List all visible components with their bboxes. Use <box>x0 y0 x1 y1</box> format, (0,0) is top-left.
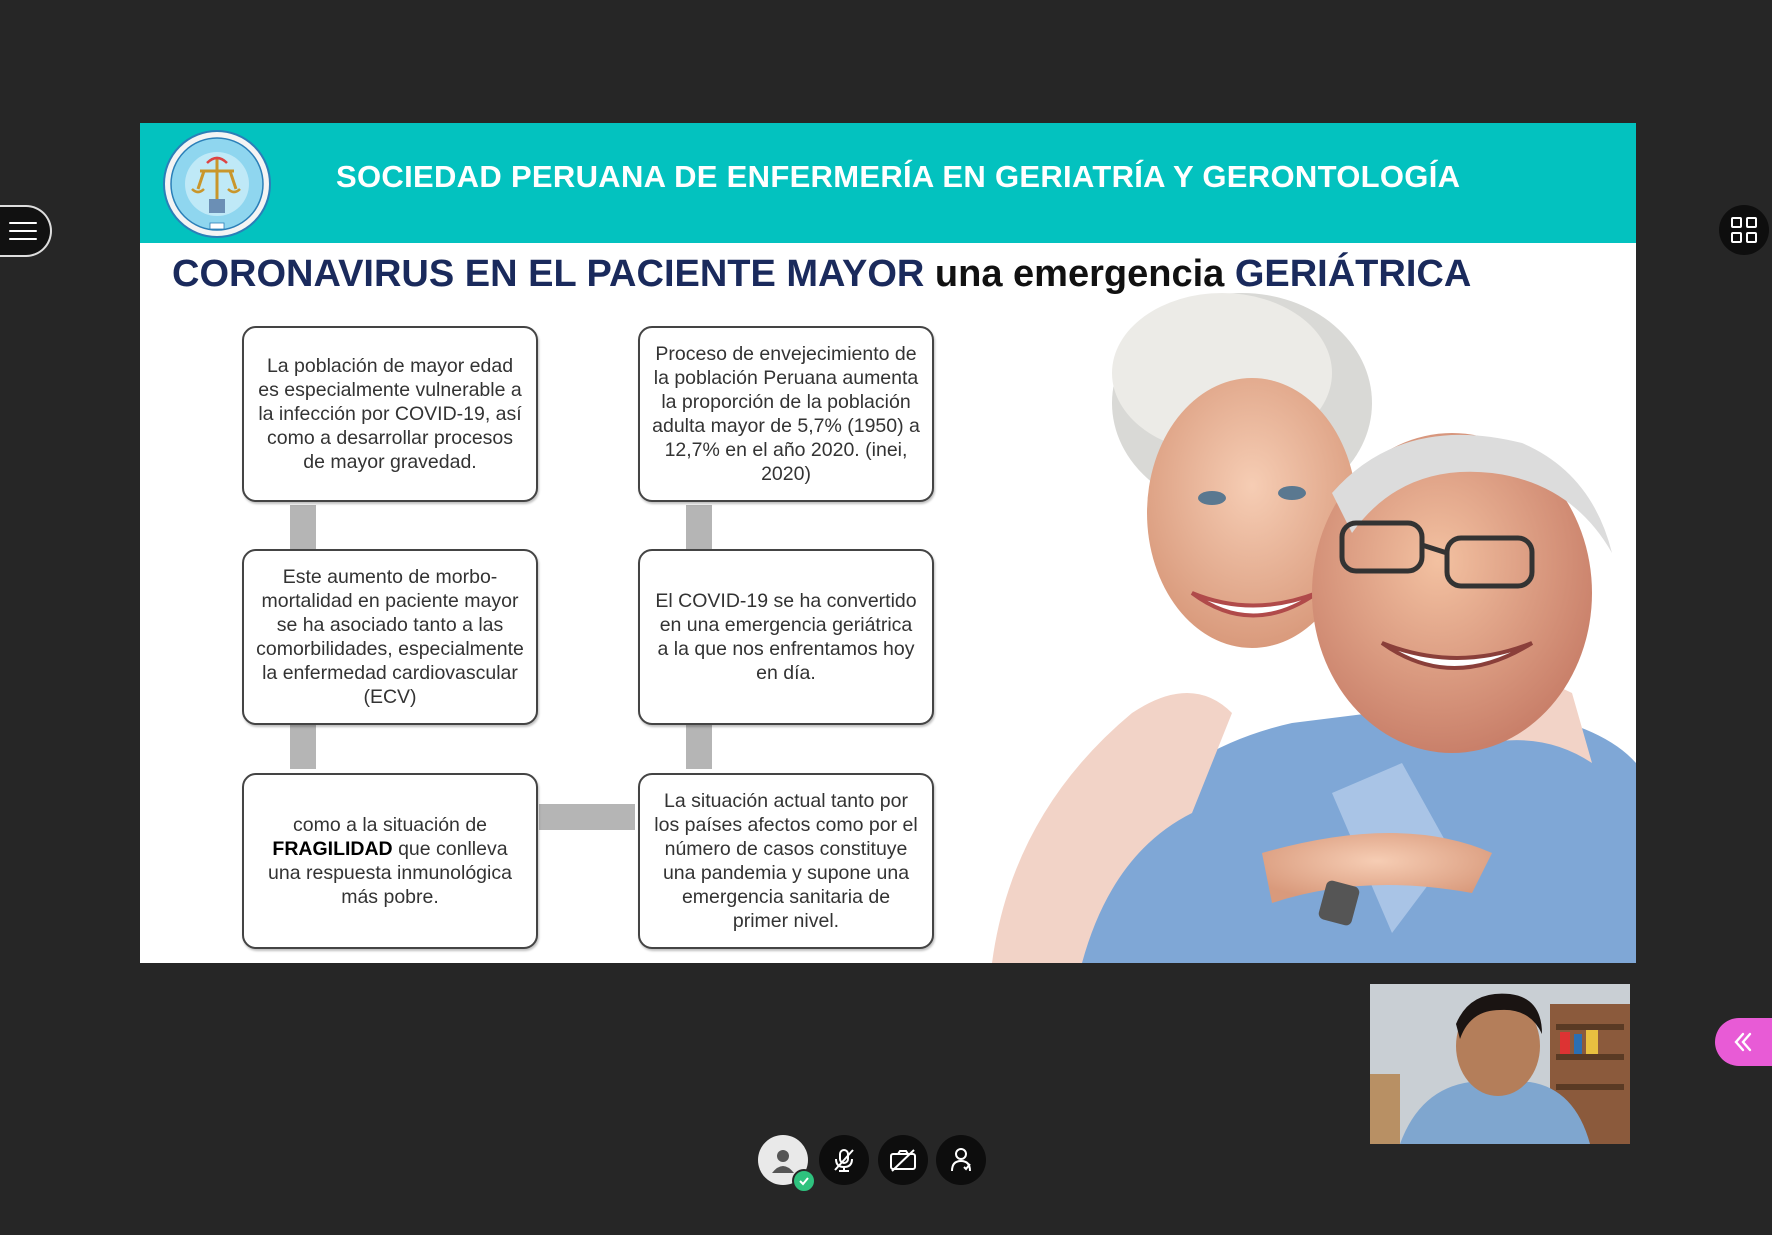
info-box-comorbidities <box>242 549 538 725</box>
status-badge <box>792 1169 816 1193</box>
connector-bottom-row <box>539 804 635 830</box>
fragility-text-post: que conlleva una respuesta inmunológica más pobre. <box>268 838 512 908</box>
layout-toggle-button[interactable] <box>1719 205 1769 255</box>
info-box-fragility <box>242 773 538 949</box>
camera-off-icon <box>888 1146 918 1174</box>
participants-button[interactable] <box>936 1135 986 1185</box>
info-box-text: El COVID-19 se ha convertido en una emergencia geriátrica a la que nos enfrentamos hoy en día. <box>655 590 917 684</box>
chevron-double-left-icon <box>1731 1030 1755 1054</box>
mic-off-icon <box>830 1146 858 1174</box>
connector-right-top <box>686 505 712 549</box>
camera-toggle-button[interactable] <box>878 1135 928 1185</box>
info-box-pandemic <box>638 773 934 949</box>
info-box-text: Este aumento de morbo-mortalidad en paciente mayor se ha asociado tanto a las comorbilidades, especialmente la enfermedad cardiovascular (ECV) <box>256 566 524 708</box>
fragility-keyword: FRAGILIDAD <box>272 838 393 860</box>
fragility-text-pre: como a la situación de <box>292 814 488 836</box>
connector-left-top <box>290 505 316 549</box>
participants-icon <box>946 1145 976 1175</box>
slide-title <box>172 253 1471 296</box>
info-box-text: La población de mayor edad es especialmente vulnerable a la infección por COVID-19, así como a desarrollar procesos de mayor gravedad. <box>258 355 522 473</box>
check-icon <box>798 1175 810 1187</box>
expand-panel-button[interactable] <box>1715 1018 1772 1066</box>
user-avatar-button[interactable] <box>758 1135 808 1185</box>
slide-title-part3: GERIÁTRICA <box>1234 253 1472 295</box>
sidebar-menu-button[interactable] <box>0 205 52 257</box>
elderly-couple-photo <box>932 293 1636 963</box>
slide-title-part1: CORONAVIRUS EN EL PACIENTE MAYOR <box>172 253 925 295</box>
connector-right-bottom <box>686 725 712 769</box>
participant-video-tile[interactable] <box>1370 984 1630 1144</box>
hamburger-icon <box>9 222 37 240</box>
avatar-icon <box>768 1145 798 1175</box>
connector-left-bottom <box>290 725 316 769</box>
info-box-vulnerability <box>242 326 538 502</box>
info-box-text: La situación actual tanto por los países afectos como por el número de casos constituye una pandemia y supone una emergencia sanitaria de primer nivel. <box>654 790 918 932</box>
society-logo <box>162 129 272 239</box>
info-box-aging-population <box>638 326 934 502</box>
slide-header-title: SOCIEDAD PERUANA DE ENFERMERÍA EN GERIATRÍA Y GERONTOLOGÍA <box>336 159 1461 194</box>
slide-header <box>140 123 1636 243</box>
info-box-text: Proceso de envejecimiento de la población Peruana aumenta la proporción de la población adulta mayor de 5,7% (1950) a 12,7% en el año 2020. (inei, 2020) <box>652 343 920 485</box>
info-box-geriatric-emergency <box>638 549 934 725</box>
info-box-text <box>256 813 524 909</box>
slide-title-part2: una emergencia <box>934 253 1225 295</box>
participant-video-feed <box>1370 984 1630 1144</box>
grid-icon <box>1731 217 1757 243</box>
mic-toggle-button[interactable] <box>819 1135 869 1185</box>
shared-slide <box>140 123 1636 963</box>
